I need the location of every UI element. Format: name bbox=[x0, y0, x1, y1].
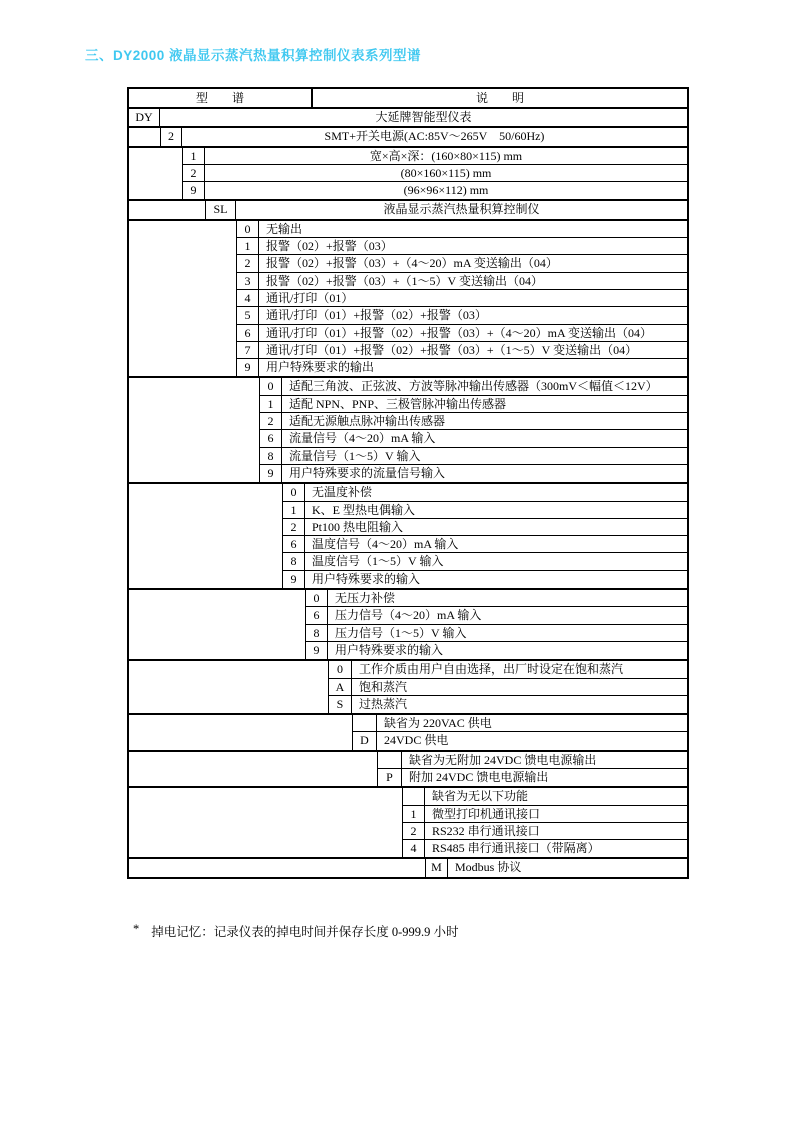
model-code-cell: 0 bbox=[236, 221, 259, 238]
model-code-cell: P bbox=[377, 769, 402, 786]
description-cell: 无压力补偿 bbox=[328, 590, 687, 607]
model-code-cell bbox=[377, 752, 402, 769]
indent-spacer bbox=[129, 273, 236, 290]
model-code-cell: D bbox=[352, 732, 377, 749]
table-row bbox=[129, 378, 687, 395]
group-temperature-input bbox=[129, 484, 687, 590]
indent-spacer bbox=[129, 238, 236, 255]
model-code-cell bbox=[352, 715, 377, 732]
table-row bbox=[129, 625, 687, 642]
model-code-cell bbox=[402, 788, 425, 805]
indent-spacer bbox=[129, 752, 377, 769]
table-header-row bbox=[129, 89, 687, 109]
model-code-cell: 3 bbox=[236, 273, 259, 290]
model-code-cell: DY bbox=[129, 109, 160, 126]
description-cell: 过热蒸汽 bbox=[359, 696, 408, 711]
model-code-cell: 1 bbox=[282, 502, 305, 519]
model-code-cell: 4 bbox=[236, 290, 259, 307]
description-cell: 用户特殊要求的输入 bbox=[312, 571, 421, 586]
table-row bbox=[129, 752, 687, 769]
table-row bbox=[129, 465, 687, 482]
indent-spacer bbox=[129, 201, 205, 218]
model-code-cell: 9 bbox=[305, 642, 328, 659]
description-cell: 报警（02）+报警（03） bbox=[259, 238, 687, 255]
indent-spacer bbox=[129, 696, 328, 713]
indent-spacer bbox=[129, 484, 282, 501]
indent-spacer bbox=[129, 148, 182, 165]
table-row bbox=[129, 290, 687, 307]
indent-spacer bbox=[129, 679, 328, 696]
table-row bbox=[129, 590, 687, 607]
table-row bbox=[129, 607, 687, 624]
description-cell: 报警（02）+报警（03）+（4～20）mA 变送输出（04） bbox=[259, 255, 687, 272]
indent-spacer bbox=[129, 788, 402, 805]
table-row bbox=[129, 788, 687, 805]
description-cell: SMT+开关电源(AC:85V～265V 50/60Hz) bbox=[324, 129, 545, 144]
description-cell: 适配三角波、正弦波、方波等脉冲输出传感器（300mV＜幅值＜12V） bbox=[282, 378, 687, 395]
model-code-cell: 7 bbox=[236, 342, 259, 359]
description-cell: 附加 24VDC 馈电电源输出 bbox=[409, 769, 549, 784]
description-cell: 流量信号（1～5）V 输入 bbox=[282, 448, 687, 465]
table-row bbox=[129, 484, 687, 501]
description-cell: 宽×高×深：(160×80×115) mm bbox=[205, 148, 687, 165]
model-code-cell: 5 bbox=[236, 307, 259, 324]
description-cell: 工作介质由用户自由选择，出厂时设定在饱和蒸汽 bbox=[352, 661, 687, 678]
indent-spacer bbox=[129, 571, 282, 588]
footnote-marker: * bbox=[133, 922, 140, 936]
table-row bbox=[129, 571, 687, 588]
model-code-cell: 2 bbox=[259, 413, 282, 430]
table-row bbox=[129, 307, 687, 324]
table-row bbox=[129, 519, 687, 536]
model-code-cell: 2 bbox=[160, 128, 182, 145]
indent-spacer bbox=[129, 823, 402, 840]
model-code-cell: SL bbox=[205, 201, 236, 218]
description-cell: 通讯/打印（01）+报警（02）+报警（03）+（1～5）V 变送输出（04） bbox=[259, 342, 687, 359]
model-code-cell: 8 bbox=[259, 448, 282, 465]
indent-spacer bbox=[129, 625, 305, 642]
model-code-cell: 4 bbox=[402, 840, 425, 857]
description-cell: 压力信号（1～5）V 输入 bbox=[328, 625, 687, 642]
model-code-cell: 6 bbox=[282, 536, 305, 553]
description-cell: 用户特殊要求的输入 bbox=[335, 642, 444, 657]
indent-spacer bbox=[129, 342, 236, 359]
indent-spacer bbox=[129, 448, 259, 465]
table-row bbox=[129, 430, 687, 447]
indent-spacer bbox=[129, 378, 259, 395]
description-cell: Pt100 热电阻输入 bbox=[305, 519, 687, 536]
indent-spacer bbox=[129, 806, 402, 823]
model-code-cell: 9 bbox=[282, 571, 305, 588]
model-code-cell: 1 bbox=[236, 238, 259, 255]
model-code-cell: 6 bbox=[259, 430, 282, 447]
indent-spacer bbox=[129, 465, 259, 482]
model-code-cell: A bbox=[328, 679, 352, 696]
table-row bbox=[129, 273, 687, 290]
description-cell: 24VDC 供电 bbox=[384, 733, 449, 748]
model-code-cell: 8 bbox=[282, 553, 305, 570]
table-row bbox=[129, 255, 687, 272]
table-row bbox=[129, 342, 687, 359]
indent-spacer bbox=[129, 128, 160, 145]
footnote-text: 掉电记忆：记录仪表的掉电时间并保存长度 0-999.9 小时 bbox=[151, 925, 459, 939]
table-row bbox=[129, 128, 687, 145]
model-code-cell: M bbox=[425, 859, 448, 876]
table-row bbox=[129, 679, 687, 696]
model-code-cell: 2 bbox=[402, 823, 425, 840]
description-cell: 无温度补偿 bbox=[305, 484, 687, 501]
model-code-cell: 0 bbox=[305, 590, 328, 607]
model-spectrum-table bbox=[127, 87, 689, 879]
table-row bbox=[129, 413, 687, 430]
indent-spacer bbox=[129, 221, 236, 238]
footnote bbox=[133, 922, 459, 940]
indent-spacer bbox=[129, 307, 236, 324]
model-code-cell: 2 bbox=[282, 519, 305, 536]
group-case-size bbox=[129, 148, 687, 202]
model-code-cell: 6 bbox=[305, 607, 328, 624]
page-title: 三、DY2000 液晶显示蒸汽热量积算控制仪表系列型谱 bbox=[85, 48, 422, 63]
model-code-cell: 2 bbox=[182, 165, 205, 182]
group-working-medium bbox=[129, 661, 687, 715]
description-cell: K、E 型热电偶输入 bbox=[305, 502, 687, 519]
indent-spacer bbox=[129, 502, 282, 519]
model-code-cell: 1 bbox=[259, 396, 282, 413]
table-row bbox=[129, 769, 687, 786]
table-row bbox=[129, 238, 687, 255]
model-code-cell: 2 bbox=[236, 255, 259, 272]
indent-spacer bbox=[129, 642, 305, 659]
table-row bbox=[129, 732, 687, 749]
group-flow-signal-input bbox=[129, 378, 687, 484]
model-code-cell: 8 bbox=[305, 625, 328, 642]
model-code-cell: 0 bbox=[282, 484, 305, 501]
description-cell: Modbus 协议 bbox=[455, 860, 522, 875]
model-code-cell: 6 bbox=[236, 325, 259, 342]
indent-spacer bbox=[129, 413, 259, 430]
description-cell: 温度信号（1～5）V 输入 bbox=[305, 553, 687, 570]
description-cell: (96×96×112) mm bbox=[403, 183, 489, 198]
description-cell: 通讯/打印（01）+报警（02）+报警（03）+（4～20）mA 变送输出（04） bbox=[259, 325, 687, 342]
model-code-cell: S bbox=[328, 696, 352, 713]
table-row bbox=[129, 396, 687, 413]
table-row bbox=[129, 221, 687, 238]
table-row bbox=[129, 806, 687, 823]
table-row bbox=[129, 182, 687, 199]
indent-spacer bbox=[129, 553, 282, 570]
table-row bbox=[129, 840, 687, 857]
indent-spacer bbox=[129, 519, 282, 536]
group-pressure-input bbox=[129, 590, 687, 661]
indent-spacer bbox=[129, 769, 377, 786]
description-cell: 压力信号（4～20）mA 输入 bbox=[328, 607, 687, 624]
table-row bbox=[129, 109, 687, 126]
model-code-cell: 9 bbox=[259, 465, 282, 482]
description-cell: 流量信号（4～20）mA 输入 bbox=[282, 430, 687, 447]
table-row bbox=[129, 536, 687, 553]
description-cell: 报警（02）+报警（03）+（1～5）V 变送输出（04） bbox=[259, 273, 687, 290]
header-description-column: 说 明 bbox=[475, 91, 524, 105]
indent-spacer bbox=[129, 430, 259, 447]
description-cell: 用户特殊要求的输出 bbox=[266, 360, 375, 375]
model-code-cell: 0 bbox=[328, 661, 352, 678]
description-cell: 缺省为无以下功能 bbox=[425, 788, 687, 805]
table-row bbox=[129, 359, 687, 376]
indent-spacer bbox=[129, 732, 352, 749]
description-cell: RS485 串行通讯接口（带隔离） bbox=[432, 841, 600, 856]
group-power-supply-type bbox=[129, 128, 687, 147]
description-cell: 无输出 bbox=[259, 221, 687, 238]
table-row bbox=[129, 448, 687, 465]
description-cell: 液晶显示蒸汽热量积算控制仪 bbox=[383, 202, 540, 217]
table-row bbox=[129, 201, 687, 218]
indent-spacer bbox=[129, 255, 236, 272]
description-cell: 大延牌智能型仪表 bbox=[375, 110, 472, 124]
header-model-column: 型 谱 bbox=[129, 89, 313, 107]
indent-spacer bbox=[129, 359, 236, 376]
indent-spacer bbox=[129, 182, 182, 199]
table-row bbox=[129, 553, 687, 570]
description-cell: 缺省为无附加 24VDC 馈电电源输出 bbox=[402, 752, 687, 769]
model-code-cell: 1 bbox=[402, 806, 425, 823]
table-row bbox=[129, 165, 687, 182]
description-cell: 饱和蒸汽 bbox=[352, 679, 687, 696]
description-cell: 通讯/打印（01） bbox=[259, 290, 687, 307]
group-communication-interface bbox=[129, 788, 687, 859]
indent-spacer bbox=[129, 396, 259, 413]
description-cell: 适配无源触点脉冲输出传感器 bbox=[282, 413, 687, 430]
table-row bbox=[129, 661, 687, 678]
indent-spacer bbox=[129, 536, 282, 553]
group-feed-power-output bbox=[129, 752, 687, 789]
description-cell: RS232 串行通讯接口 bbox=[425, 823, 687, 840]
table-row bbox=[129, 859, 687, 876]
table-row bbox=[129, 823, 687, 840]
indent-spacer bbox=[129, 661, 328, 678]
model-code-cell: 1 bbox=[182, 148, 205, 165]
model-code-cell: 9 bbox=[182, 182, 205, 199]
table-row bbox=[129, 642, 687, 659]
group-output-options bbox=[129, 221, 687, 379]
group-supply-voltage bbox=[129, 715, 687, 752]
table-row bbox=[129, 696, 687, 713]
indent-spacer bbox=[129, 165, 182, 182]
group-instrument-type bbox=[129, 201, 687, 220]
description-cell: 缺省为 220VAC 供电 bbox=[377, 715, 687, 732]
description-cell: 通讯/打印（01）+报警（02）+报警（03） bbox=[259, 307, 687, 324]
group-protocol bbox=[129, 859, 687, 876]
model-code-cell: 0 bbox=[259, 378, 282, 395]
table-row bbox=[129, 502, 687, 519]
indent-spacer bbox=[129, 840, 402, 857]
model-code-cell: 9 bbox=[236, 359, 259, 376]
group-brand bbox=[129, 109, 687, 128]
indent-spacer bbox=[129, 590, 305, 607]
indent-spacer bbox=[129, 715, 352, 732]
description-cell: 用户特殊要求的流量信号输入 bbox=[289, 465, 446, 480]
indent-spacer bbox=[129, 859, 425, 876]
table-row bbox=[129, 148, 687, 165]
description-cell: 温度信号（4～20）mA 输入 bbox=[305, 536, 687, 553]
description-cell: 微型打印机通讯接口 bbox=[425, 806, 687, 823]
indent-spacer bbox=[129, 325, 236, 342]
table-row bbox=[129, 325, 687, 342]
description-cell: 适配 NPN、PNP、三极管脉冲输出传感器 bbox=[282, 396, 687, 413]
indent-spacer bbox=[129, 290, 236, 307]
table-row bbox=[129, 715, 687, 732]
table-body bbox=[129, 109, 687, 877]
indent-spacer bbox=[129, 607, 305, 624]
description-cell: (80×160×115) mm bbox=[205, 165, 687, 182]
